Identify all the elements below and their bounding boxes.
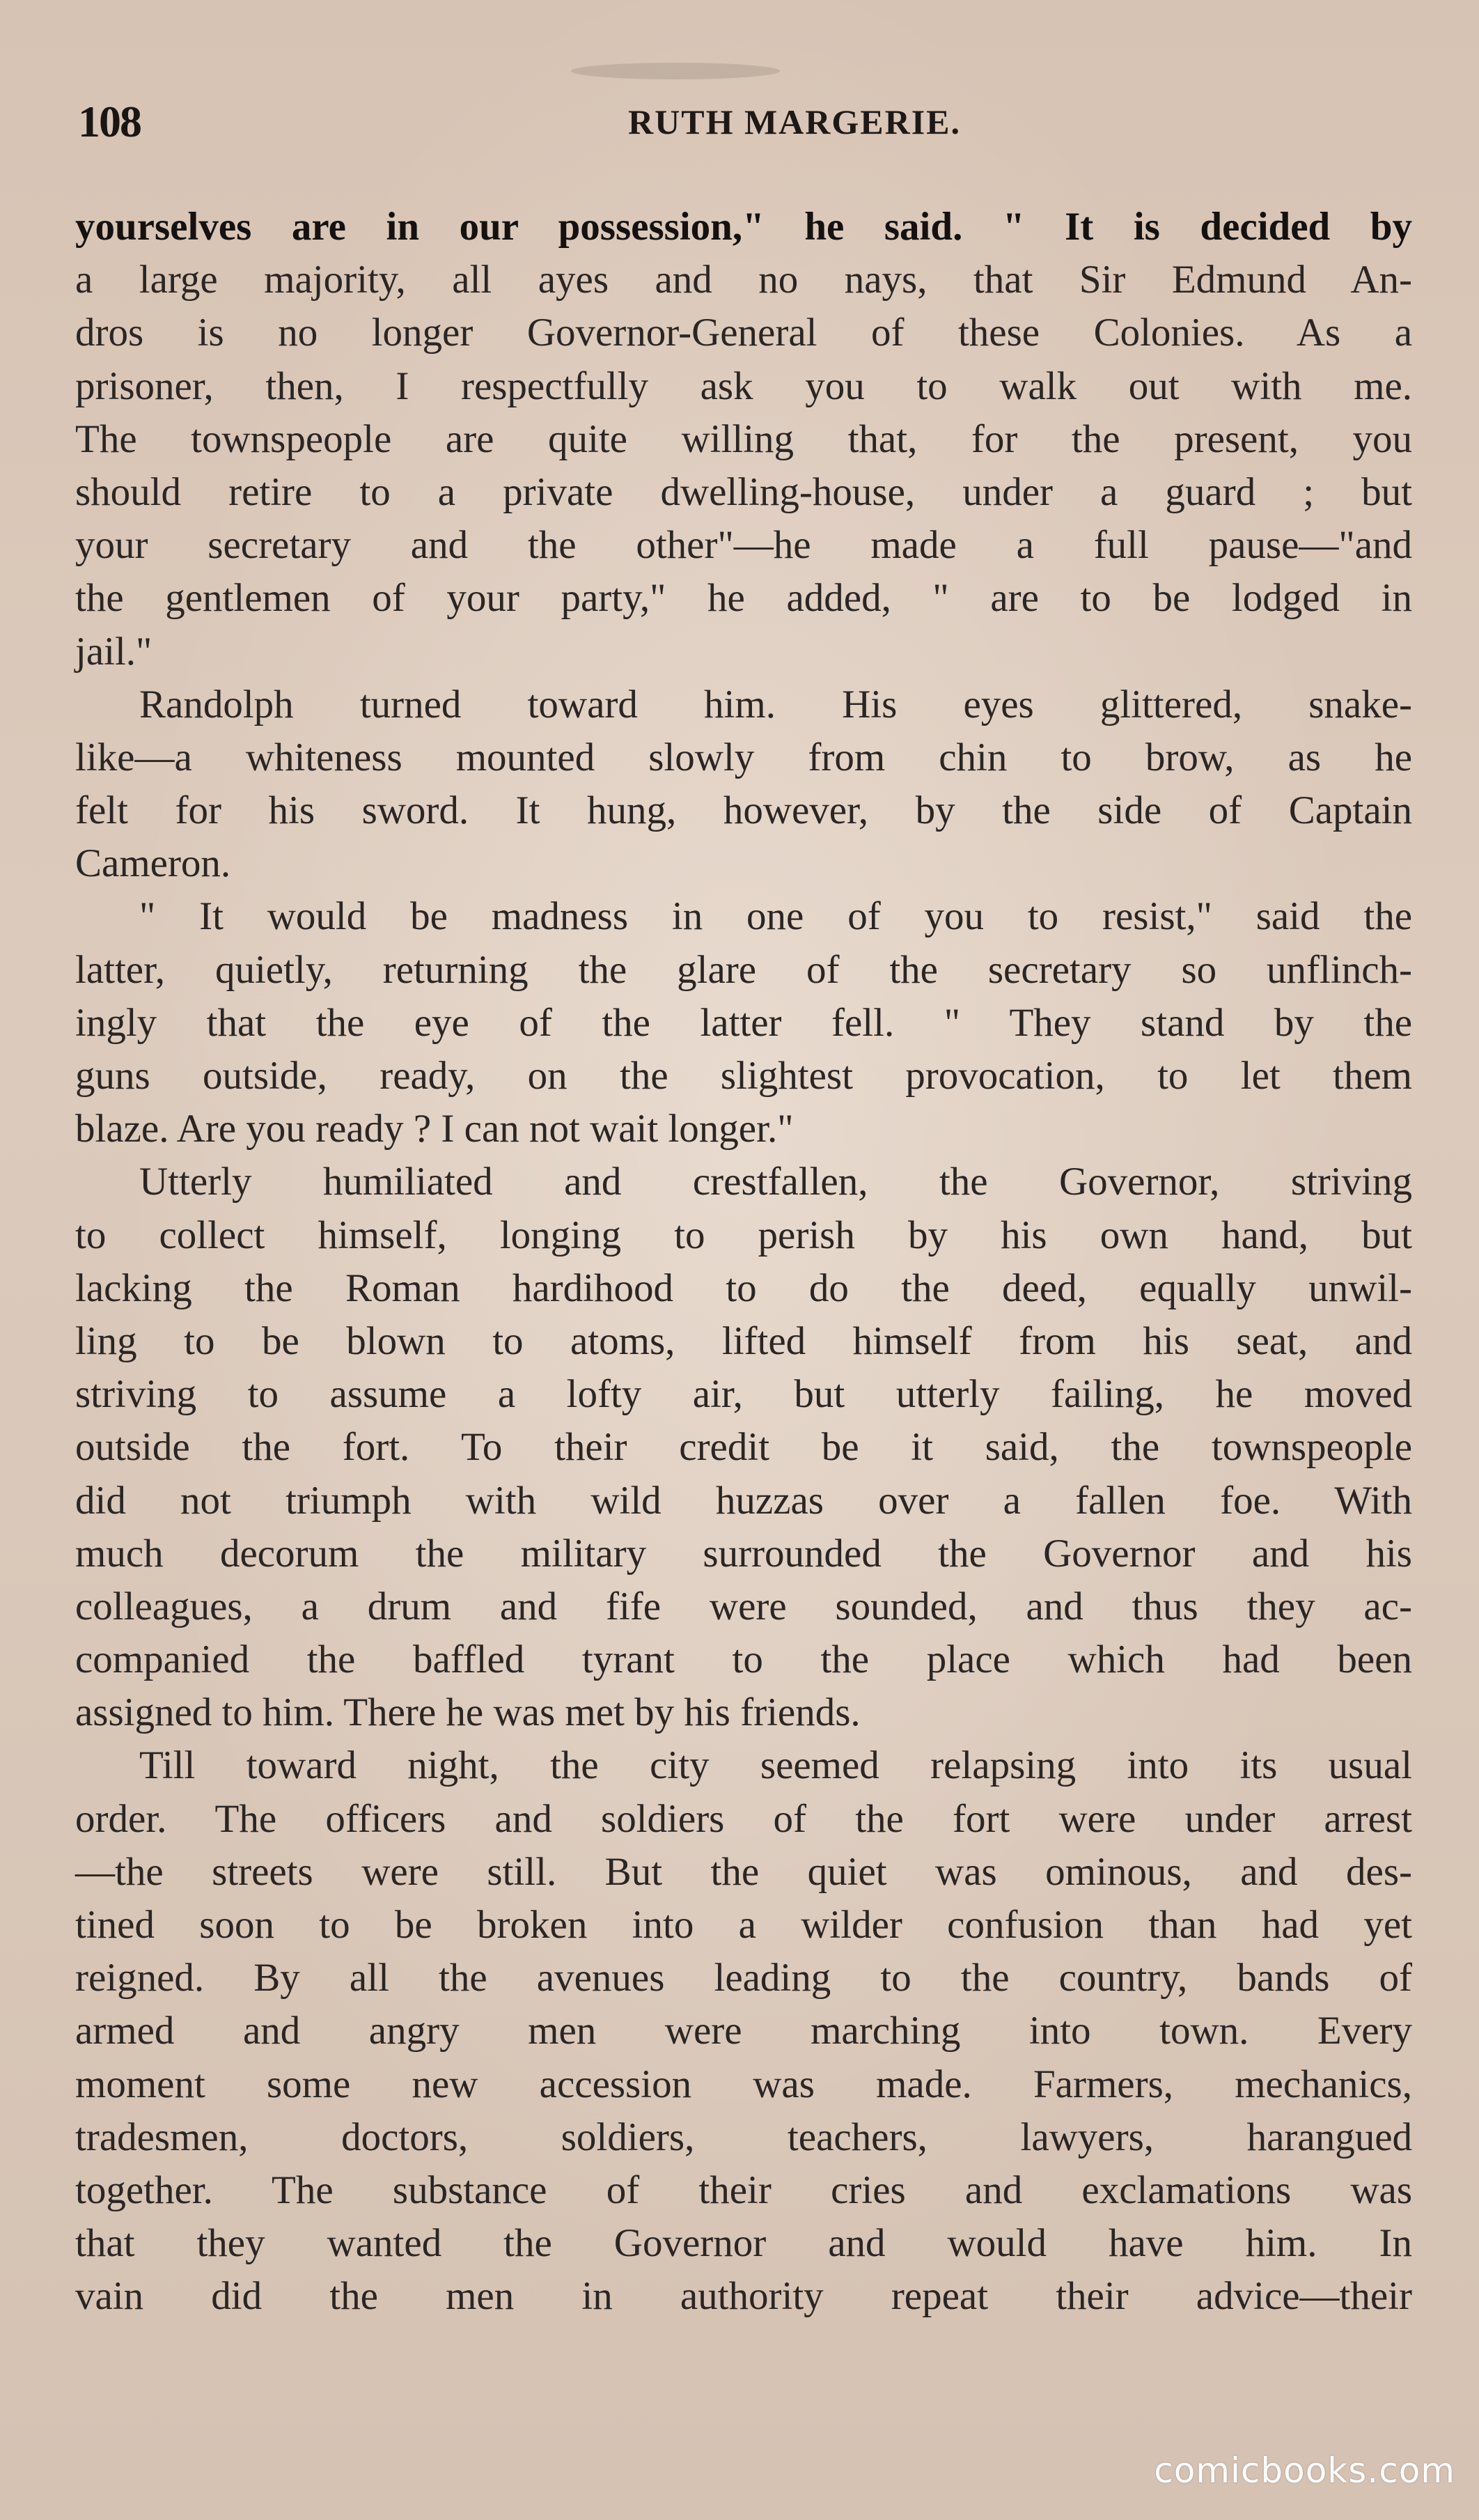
- text-line: should retire to a private dwelling-house, under a guard ; but: [75, 469, 1412, 514]
- text-line: —the streets were still. But the quiet was ominous, and des-: [75, 1849, 1412, 1894]
- running-title: RUTH MARGERIE.: [628, 102, 962, 141]
- text-line: ling to be blown to atoms, lifted himself from his seat, and: [75, 1319, 1412, 1363]
- text-line: Cameron.: [75, 841, 231, 886]
- page-number: 108: [78, 97, 141, 146]
- text-line: moment some new accession was made. Farmers, mechanics,: [75, 2062, 1412, 2106]
- watermark: comicbooks.com: [1154, 2450, 1455, 2491]
- text-line: colleagues, a drum and fife were sounded, and thus they ac-: [75, 1584, 1412, 1628]
- text-line: that they wanted the Governor and would have him. In: [75, 2221, 1412, 2266]
- text-line: vain did the men in authority repeat their advice—their: [75, 2274, 1412, 2319]
- text-line: striving to assume a lofty air, but utterly failing, he moved: [75, 1372, 1412, 1417]
- text-line: prisoner, then, I respectfully ask you to walk out with me.: [75, 364, 1412, 408]
- text-line: ingly that the eye of the latter fell. " They stand by the: [75, 1000, 1412, 1045]
- body-text: [75, 201, 1412, 2324]
- text-line: together. The substance of their cries and exclamations was: [75, 2168, 1412, 2212]
- text-line: companied the baffled tyrant to the place which had been: [75, 1638, 1412, 1682]
- text-line: did not triumph with wild huzzas over a fallen foe. With: [75, 1478, 1412, 1523]
- text-line: like—a whiteness mounted slowly from chin to brow, as he: [75, 735, 1412, 779]
- text-line: Utterly humiliated and crestfallen, the Governor, striving: [139, 1160, 1412, 1204]
- ink-smudge: [571, 63, 780, 79]
- text-line: Randolph turned toward him. His eyes glittered, snake-: [139, 682, 1412, 726]
- text-line: much decorum the military surrounded the Governor and his: [75, 1531, 1412, 1576]
- text-line: tined soon to be broken into a wilder confusion than had yet: [75, 1903, 1412, 1947]
- text-line: yourselves are in our possession," he said. " It is decided by: [75, 205, 1412, 249]
- text-line: lacking the Roman hardihood to do the deed, equally unwil-: [75, 1266, 1412, 1310]
- text-line: dros is no longer Governor-General of these Colonies. As a: [75, 311, 1412, 355]
- text-line: guns outside, ready, on the slightest provocation, to let them: [75, 1054, 1412, 1098]
- text-line: felt for his sword. It hung, however, by the side of Captain: [75, 788, 1412, 833]
- text-line: Till toward night, the city seemed relapsing into its usual: [139, 1743, 1412, 1788]
- text-line: outside the fort. To their credit be it said, the townspeople: [75, 1425, 1412, 1470]
- text-line: the gentlemen of your party," he added, " are to be lodged in: [75, 576, 1412, 621]
- text-line: " It would be madness in one of you to resist," said the: [139, 894, 1412, 939]
- text-line: jail.": [75, 629, 152, 674]
- page-header: [78, 84, 1422, 146]
- text-line: assigned to him. There he was met by his friends.: [75, 1690, 861, 1735]
- text-line: blaze. Are you ready ? I can not wait longer.": [75, 1107, 794, 1151]
- text-line: a large majority, all ayes and no nays, that Sir Edmund An-: [75, 258, 1412, 302]
- text-line: reigned. By all the avenues leading to the country, bands of: [75, 1956, 1412, 2000]
- text-line: latter, quietly, returning the glare of the secretary so unflinch-: [75, 947, 1412, 992]
- text-line: to collect himself, longing to perish by his own hand, but: [75, 1213, 1412, 1257]
- text-line: tradesmen, doctors, soldiers, teachers, lawyers, harangued: [75, 2115, 1412, 2159]
- text-line: armed and angry men were marching into town. Every: [75, 2009, 1412, 2053]
- text-line: The townspeople are quite willing that, for the present, you: [75, 417, 1412, 461]
- text-line: order. The officers and soldiers of the fort were under arrest: [75, 1796, 1412, 1841]
- text-line: your secretary and the other"—he made a full pause—"and: [75, 523, 1412, 568]
